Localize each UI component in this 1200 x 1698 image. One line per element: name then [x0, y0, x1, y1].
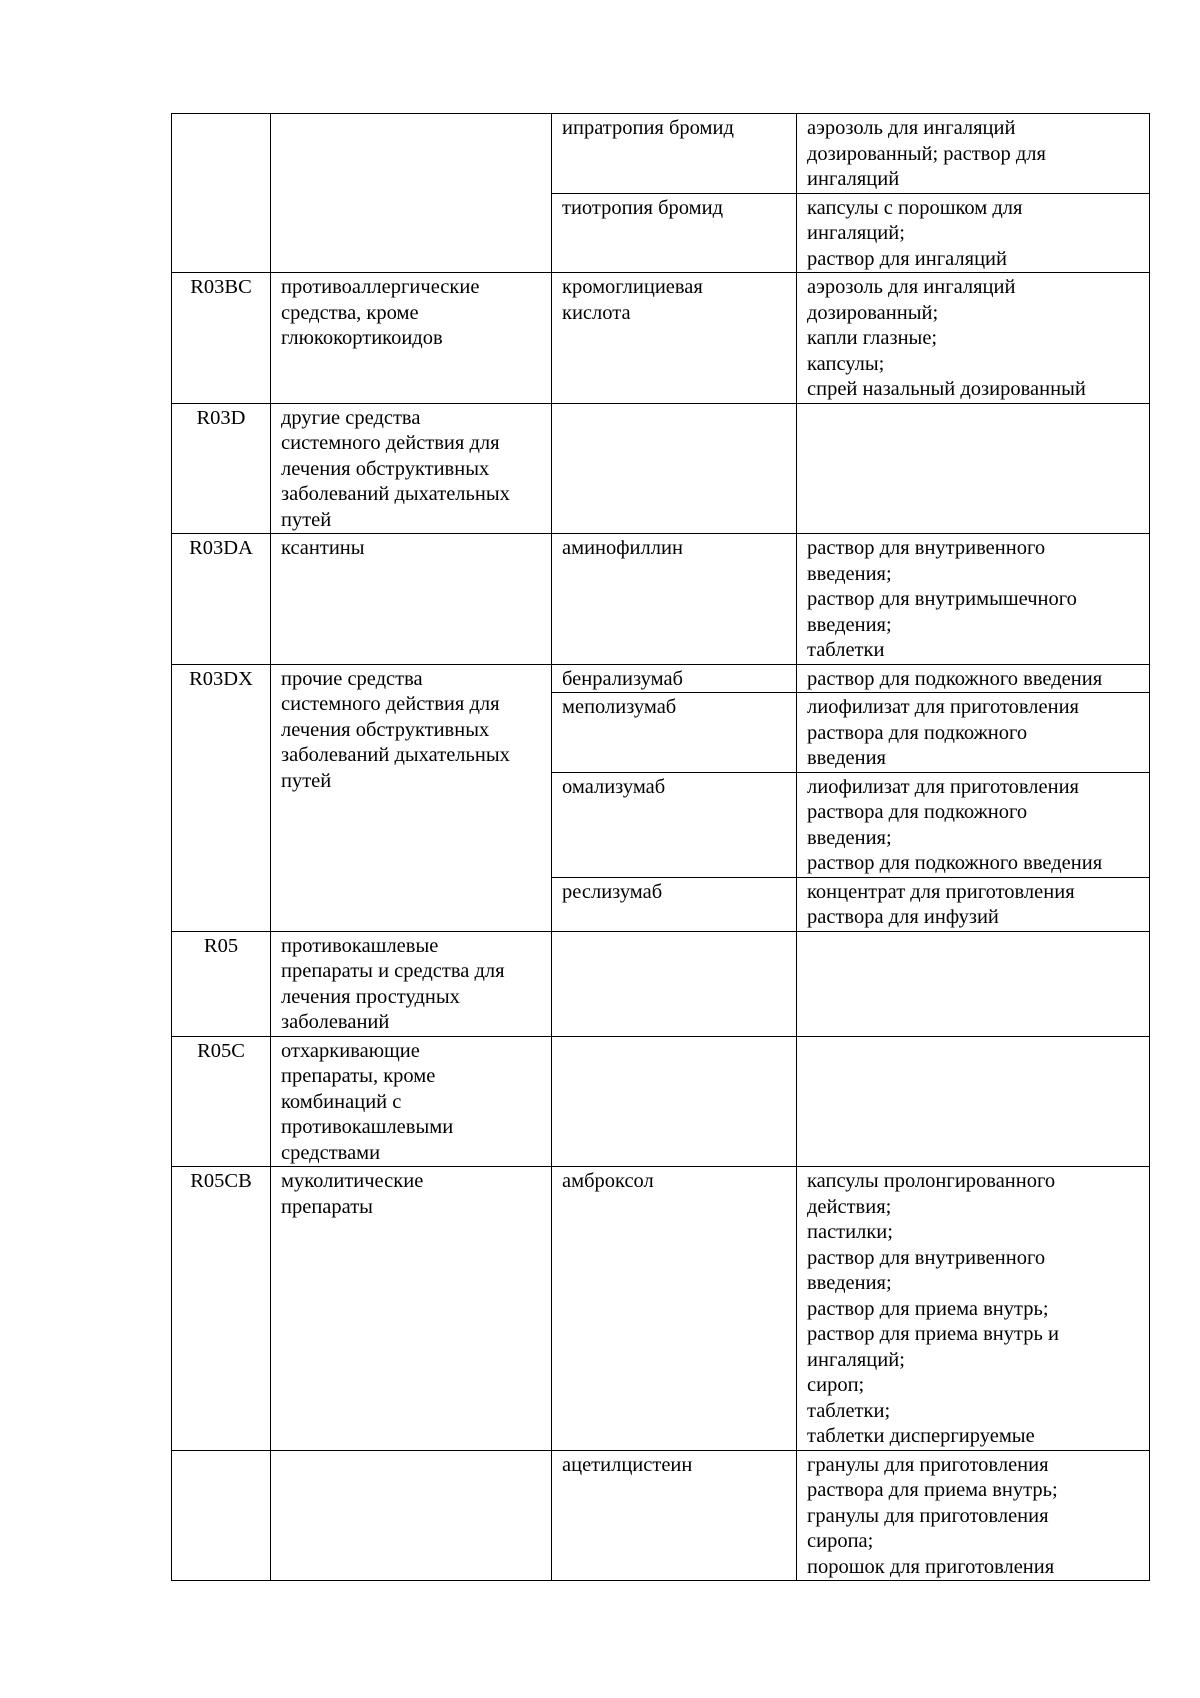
atc-code-cell: R03DA	[172, 534, 271, 665]
drug-name-cell	[552, 273, 797, 404]
dosage-form-line: раствор для приема внутрь;	[807, 1297, 1049, 1320]
group-text-line: противоаллергические	[281, 276, 480, 298]
anatomical-therapeutic-group-cell	[271, 534, 552, 665]
group-text-line: муколитические	[281, 1170, 424, 1192]
group-text-line: лечения обструктивных	[281, 457, 490, 480]
group-text-line: комбинаций с	[281, 1090, 402, 1113]
group-text-line: препараты и средства для	[281, 960, 505, 982]
dosage-forms-cell	[797, 1167, 1150, 1451]
dosage-form-line: ингаляций;	[807, 1348, 905, 1371]
dosage-form-line: раствор для подкожного введения	[807, 667, 1103, 690]
drug-name-line: омализумаб	[562, 775, 666, 798]
dosage-form-line: таблетки диспергируемые	[807, 1425, 1035, 1447]
dosage-form-line: раствор для подкожного введения	[807, 852, 1103, 874]
anatomical-therapeutic-group-cell	[271, 664, 552, 931]
group-text-line: средствами	[281, 1141, 381, 1164]
drug-name-cell	[552, 772, 797, 877]
dosage-form-line: капсулы;	[807, 352, 885, 375]
dosage-form-line: гранулы для приготовления	[807, 1504, 1049, 1527]
atc-code-cell: R05CB	[172, 1167, 271, 1451]
group-text-line: препараты	[281, 1195, 373, 1218]
dosage-form-line: порошок для приготовления	[807, 1555, 1055, 1578]
dosage-form-line: капли глазные;	[807, 327, 938, 349]
group-text-line: лечения простудных	[281, 985, 460, 1008]
medicines-table	[171, 113, 1150, 1581]
anatomical-therapeutic-group-cell	[271, 931, 552, 1036]
anatomical-therapeutic-group-cell	[271, 1167, 552, 1451]
group-text-line: путей	[281, 508, 332, 531]
dosage-form-line: введения;	[807, 613, 892, 636]
anatomical-therapeutic-group-cell	[271, 1036, 552, 1167]
drug-name-line: ацетилцистеин	[562, 1453, 693, 1476]
dosage-form-line: раствора для приема внутрь;	[807, 1479, 1058, 1501]
dosage-form-line: сиропа;	[807, 1530, 874, 1552]
drug-name-line: бенрализумаб	[562, 667, 683, 690]
group-text-line: противокашлевые	[281, 934, 439, 957]
dosage-form-line: дозированный;	[807, 301, 939, 324]
table-row	[172, 1036, 1150, 1167]
group-text-line: глюкокортикоидов	[281, 327, 443, 349]
dosage-form-line: пастилки;	[807, 1221, 893, 1243]
drug-name-cell	[552, 931, 797, 1036]
dosage-form-line: введения;	[807, 826, 892, 849]
atc-code-cell	[172, 1450, 271, 1581]
dosage-forms-cell	[797, 1450, 1150, 1581]
drug-name-line: реслизумаб	[562, 880, 663, 903]
drug-name-cell	[552, 534, 797, 665]
dosage-form-line: концентрат для приготовления	[807, 880, 1075, 903]
group-text-line: другие средства	[281, 406, 421, 429]
dosage-form-line: гранулы для приготовления	[807, 1453, 1049, 1476]
dosage-forms-cell	[797, 403, 1150, 534]
dosage-form-line: раствор для внутривенного	[807, 537, 1046, 559]
medicines-table-body	[172, 114, 1150, 1581]
dosage-forms-cell	[797, 877, 1150, 931]
group-text-line: системного действия для	[281, 432, 500, 454]
group-text-line: ксантины	[281, 537, 365, 559]
dosage-form-line: раствор для ингаляций	[807, 247, 1007, 270]
anatomical-therapeutic-group-cell	[271, 273, 552, 404]
dosage-form-line: аэрозоль для ингаляций	[807, 117, 1016, 139]
group-text-line: лечения обструктивных	[281, 718, 490, 741]
atc-code-cell: R05	[172, 931, 271, 1036]
dosage-form-line: капсулы с порошком для	[807, 196, 1023, 219]
dosage-forms-cell	[797, 931, 1150, 1036]
drug-name-line: амброксол	[562, 1170, 654, 1192]
drug-name-line: ипратропия бромид	[562, 117, 734, 139]
dosage-forms-cell	[797, 534, 1150, 665]
dosage-form-line: дозированный; раствор для	[807, 142, 1046, 165]
dosage-form-line: спрей назальный дозированный	[807, 378, 1086, 400]
table-row	[172, 534, 1150, 665]
group-text-line: прочие средства	[281, 667, 423, 690]
drug-name-line: кромоглициевая	[562, 276, 703, 298]
group-text-line: препараты, кроме	[281, 1065, 436, 1087]
anatomical-therapeutic-group-cell	[271, 114, 552, 273]
table-row	[172, 114, 1150, 194]
drug-name-line: аминофиллин	[562, 537, 683, 559]
table-row	[172, 931, 1150, 1036]
dosage-form-line: раствора для инфузий	[807, 906, 999, 928]
drug-name-cell	[552, 1450, 797, 1581]
drug-name-cell	[552, 1036, 797, 1167]
atc-code-cell	[172, 114, 271, 273]
drug-name-cell	[552, 114, 797, 194]
group-text-line: противокашлевыми	[281, 1116, 454, 1138]
drug-name-cell	[552, 193, 797, 273]
group-text-line: заболеваний дыхательных	[281, 483, 510, 505]
dosage-form-line: введения;	[807, 562, 892, 585]
dosage-form-line: капсулы пролонгированного	[807, 1170, 1056, 1192]
drug-name-cell	[552, 693, 797, 773]
dosage-form-line: лиофилизат для приготовления	[807, 696, 1079, 718]
dosage-forms-cell	[797, 273, 1150, 404]
table-row	[172, 403, 1150, 534]
dosage-form-line: ингаляций	[807, 168, 900, 190]
dosage-forms-cell	[797, 664, 1150, 693]
group-text-line: заболеваний дыхательных	[281, 744, 510, 766]
group-text-line: системного действия для	[281, 693, 500, 715]
anatomical-therapeutic-group-cell	[271, 1450, 552, 1581]
dosage-form-line: раствора для подкожного	[807, 801, 1028, 823]
group-text-line: отхаркивающие	[281, 1039, 420, 1062]
dosage-forms-cell	[797, 693, 1150, 773]
drug-name-line: меполизумаб	[562, 696, 677, 718]
table-row	[172, 1167, 1150, 1451]
dosage-form-line: ингаляций;	[807, 222, 905, 244]
drug-name-line: кислота	[562, 301, 631, 324]
dosage-form-line: раствор для внутривенного	[807, 1246, 1046, 1269]
dosage-form-line: таблетки;	[807, 1399, 891, 1422]
table-row	[172, 273, 1150, 404]
atc-code-cell: R05C	[172, 1036, 271, 1167]
dosage-forms-cell	[797, 114, 1150, 194]
group-text-line: заболеваний	[281, 1011, 390, 1033]
dosage-form-line: введения	[807, 747, 886, 769]
dosage-form-line: таблетки	[807, 639, 885, 661]
atc-code-cell: R03DX	[172, 664, 271, 931]
dosage-forms-cell	[797, 1036, 1150, 1167]
group-text-line: средства, кроме	[281, 301, 419, 324]
dosage-form-line: аэрозоль для ингаляций	[807, 276, 1016, 298]
dosage-forms-cell	[797, 193, 1150, 273]
dosage-form-line: раствор для внутримышечного	[807, 588, 1077, 610]
dosage-forms-cell	[797, 772, 1150, 877]
atc-code-cell: R03BC	[172, 273, 271, 404]
group-text-line: путей	[281, 769, 332, 792]
dosage-form-line: введения;	[807, 1272, 892, 1294]
atc-code-cell: R03D	[172, 403, 271, 534]
drug-name-cell	[552, 877, 797, 931]
dosage-form-line: лиофилизат для приготовления	[807, 775, 1079, 798]
drug-name-cell	[552, 403, 797, 534]
anatomical-therapeutic-group-cell	[271, 403, 552, 534]
drug-name-line: тиотропия бромид	[562, 196, 724, 219]
drug-name-cell	[552, 664, 797, 693]
dosage-form-line: раствор для приема внутрь и	[807, 1323, 1059, 1345]
table-row	[172, 664, 1150, 693]
dosage-form-line: раствора для подкожного	[807, 721, 1028, 744]
table-row	[172, 1450, 1150, 1581]
dosage-form-line: сироп;	[807, 1374, 865, 1396]
drug-name-cell	[552, 1167, 797, 1451]
dosage-form-line: действия;	[807, 1195, 892, 1218]
